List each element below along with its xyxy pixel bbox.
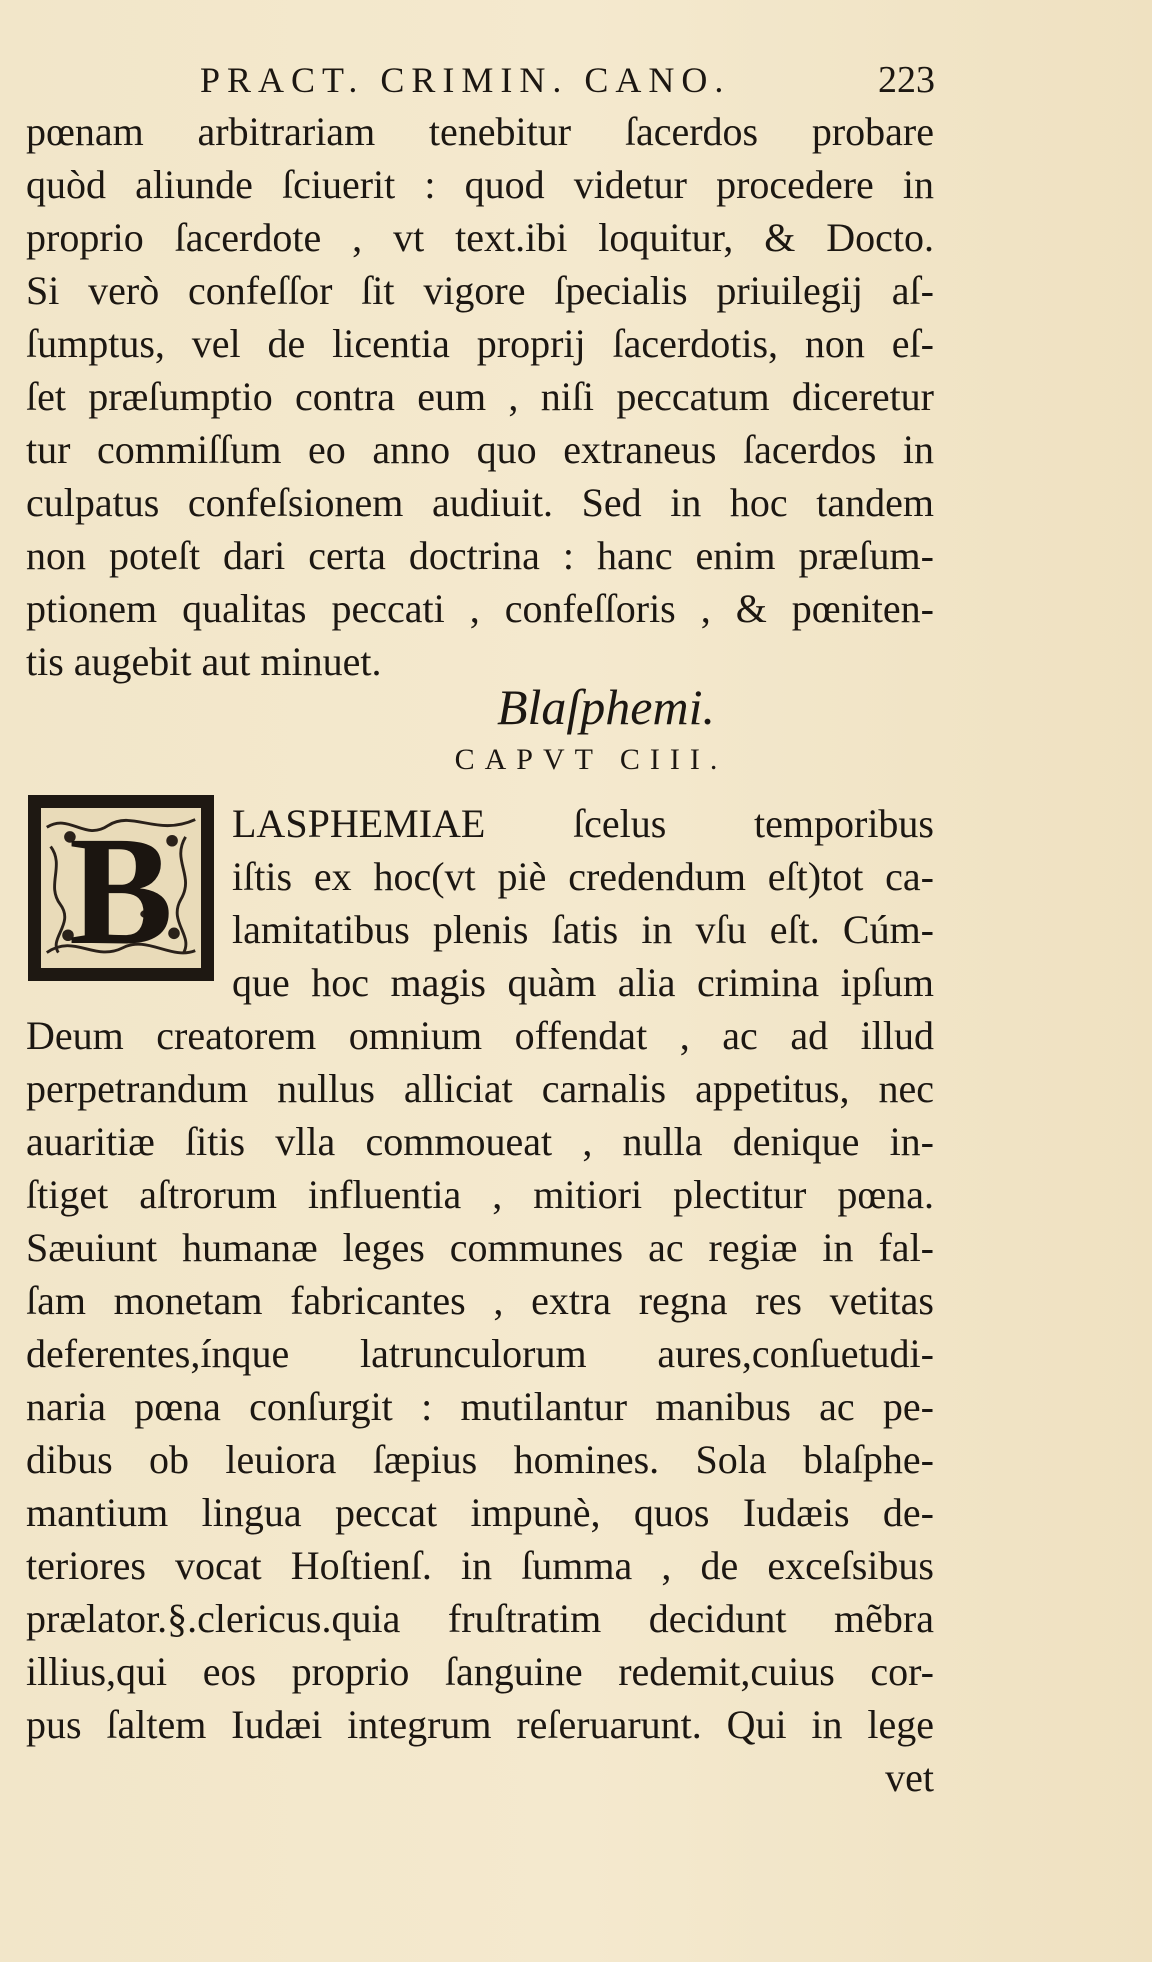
text-line: illius,qui eos proprio ſanguine redemit,cuius cor- <box>26 1649 934 1694</box>
page-number: 223 <box>878 59 935 101</box>
paragraph-opening-lines <box>232 797 934 1009</box>
text-line: culpatus confeſsionem audiuit. Sed in hoc tandem <box>26 480 934 525</box>
text-line: prælator.§.clericus.quia fruſtratim decidunt mẽbra <box>26 1596 934 1641</box>
text-line: Sæuiunt humanæ leges communes ac regiæ in fal- <box>26 1225 934 1270</box>
ornamented-initial-icon <box>28 795 214 981</box>
chapter-heading: CAPVT CIII. <box>454 743 728 776</box>
text-line: teriores vocat Hoſtienſ. in ſumma , de exceſsibus <box>26 1543 934 1588</box>
running-head <box>0 55 1152 105</box>
top-text-block <box>26 105 934 688</box>
text-line: tur commiſſum eo anno quo extraneus ſacerdos in <box>26 427 934 472</box>
text-line: ſet præſumptio contra eum , niſi peccatum diceretur <box>26 374 934 419</box>
text-line: LASPHEMIAE ſcelus temporibus <box>232 801 934 846</box>
catchword: vet <box>885 1755 934 1800</box>
text-line: Si verò confeſſor ſit vigore ſpecialis priuilegij aſ- <box>26 268 934 313</box>
text-line: quòd aliunde ſciuerit : quod videtur procedere in <box>26 162 934 207</box>
text-line: pœnam arbitrariam tenebitur ſacerdos probare <box>26 109 934 154</box>
text-line: Deum creatorem omnium offendat , ac ad illud <box>26 1013 934 1058</box>
initial-letter: B <box>68 804 174 977</box>
running-title: PRACT. CRIMIN. CANO. <box>200 60 731 100</box>
paragraph-text-block <box>26 1009 934 1804</box>
text-line: deferentes,ínque latrunculorum aures,conſuetudi- <box>26 1331 934 1376</box>
text-line: dibus ob leuiora ſæpius homines. Sola blaſphe- <box>26 1437 934 1482</box>
text-line: proprio ſacerdote , vt text.ibi loquitur, & Docto. <box>26 215 934 260</box>
text-line: pus ſaltem Iudæi integrum reſeruarunt. Qui in lege <box>26 1702 934 1747</box>
text-line: ſumptus, vel de licentia proprij ſacerdotis, non eſ- <box>26 321 934 366</box>
text-line: ſtiget aſtrorum influentia , mitiori plectitur pœna. <box>26 1172 934 1217</box>
initial-frame <box>39 804 203 977</box>
text-line: naria pœna conſurgit : mutilantur manibus ac pe- <box>26 1384 934 1429</box>
section-title: Blaſphemi. <box>496 679 716 735</box>
text-line: ſam monetam fabricantes , extra regna res vetitas <box>26 1278 934 1323</box>
text-line: ptionem qualitas peccati , confeſſoris , & pœniten- <box>26 586 934 631</box>
text-line: non poteſt dari certa doctrina : hanc enim præſum- <box>26 533 934 578</box>
text-line: iſtis ex hoc(vt piè credendum eſt)tot ca- <box>232 854 934 899</box>
text-line: lamitatibus plenis ſatis in vſu eſt. Cúm- <box>232 907 934 952</box>
text-line: tis augebit aut minuet. <box>26 639 382 684</box>
text-line: auaritiæ ſitis vlla commoueat , nulla denique in- <box>26 1119 934 1164</box>
text-line: perpetrandum nullus alliciat carnalis appetitus, nec <box>26 1066 934 1111</box>
text-line: que hoc magis quàm alia crimina ipſum <box>232 960 934 1005</box>
text-line: mantium lingua peccat impunè, quos Iudæis de- <box>26 1490 934 1535</box>
